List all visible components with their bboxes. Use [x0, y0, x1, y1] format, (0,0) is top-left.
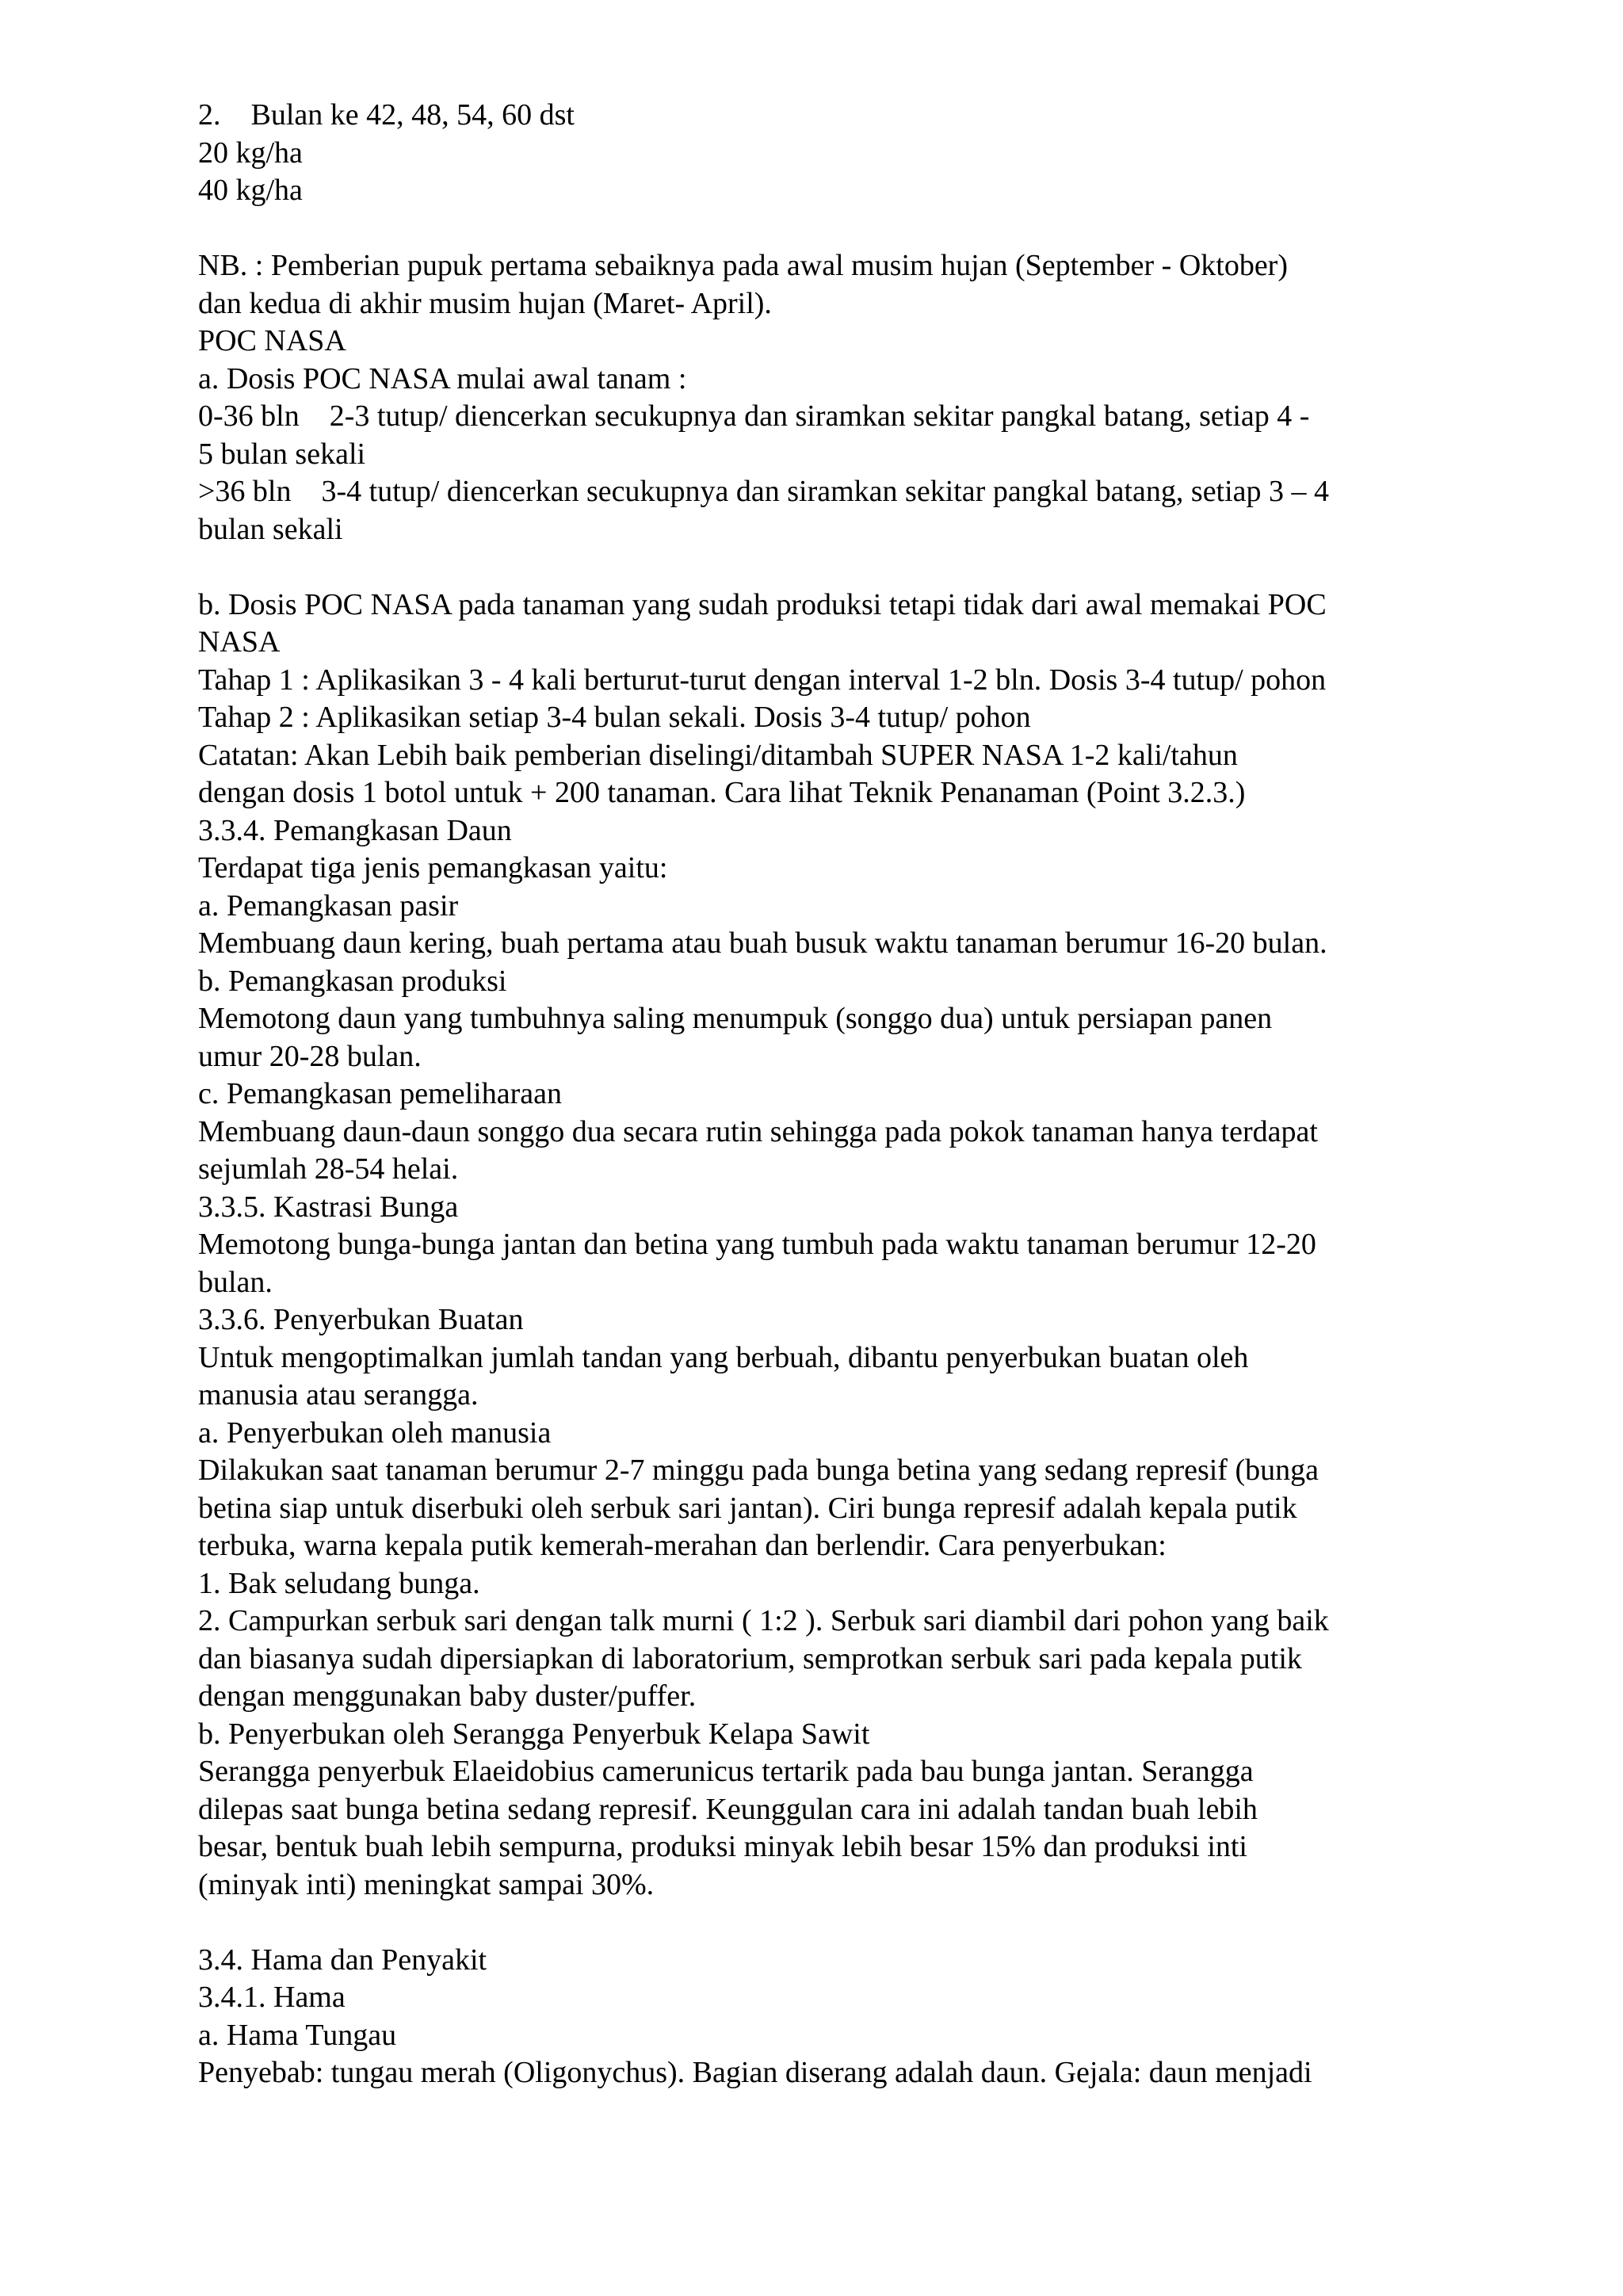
text-line: b. Penyerbukan oleh Serangga Penyerbuk Kelapa Sawit [198, 1717, 870, 1751]
text-line: bulan. [198, 1265, 273, 1299]
text-line: Catatan: Akan Lebih baik pemberian diselingi/ditambah SUPER NASA 1-2 kali/tahun [198, 738, 1238, 772]
text-line: umur 20-28 bulan. [198, 1039, 422, 1073]
text-line: 2. Campurkan serbuk sari dengan talk murni ( 1:2 ). Serbuk sari diambil dari pohon yang baik [198, 1604, 1329, 1637]
text-line: Memotong daun yang tumbuhnya saling menumpuk (songgo dua) untuk persiapan panen [198, 1002, 1273, 1035]
text-line: a. Dosis POC NASA mulai awal tanam : [198, 361, 687, 395]
text-line: 1. Bak seludang bunga. [198, 1566, 480, 1600]
text-line: NB. : Pemberian pupuk pertama sebaiknya pada awal musim hujan (September - Oktober) [198, 249, 1288, 282]
text-line: 3.3.4. Pemangkasan Daun [198, 813, 512, 847]
blank-line [198, 548, 1466, 586]
text-line: (minyak inti) meningkat sampai 30%. [198, 1867, 655, 1901]
text-line: 40 kg/ha [198, 174, 303, 207]
text-line: Dilakukan saat tanaman berumur 2-7 minggu pada bunga betina yang sedang represif (bunga [198, 1454, 1319, 1487]
text-line: b. Pemangkasan produksi [198, 964, 507, 998]
text-line: 20 kg/ha [198, 136, 303, 170]
text-line: 2. Bulan ke 42, 48, 54, 60 dst [198, 98, 575, 132]
text-line: dan biasanya sudah dipersiapkan di laboratorium, semprotkan serbuk sari pada kepala putik [198, 1641, 1302, 1675]
text-line: bulan sekali [198, 512, 343, 546]
text-line: Untuk mengoptimalkan jumlah tandan yang berbuah, dibantu penyerbukan buatan oleh [198, 1340, 1249, 1374]
text-line: Serangga penyerbuk Elaeidobius camerunicus tertarik pada bau bunga jantan. Serangga [198, 1755, 1254, 1788]
text-line: a. Pemangkasan pasir [198, 888, 459, 923]
text-line: Penyebab: tungau merah (Oligonychus). Bagian diserang adalah daun. Gejala: daun menjadi [198, 2056, 1312, 2089]
text-line: betina siap untuk diserbuki oleh serbuk sari jantan). Ciri bunga represif adalah kepala putik [198, 1491, 1297, 1525]
text-line: c. Pemangkasan pemeliharaan [198, 1077, 562, 1110]
text-line: 3.3.6. Penyerbukan Buatan [198, 1303, 524, 1336]
text-line: NASA [198, 625, 281, 659]
text-line: dilepas saat bunga betina sedang represif. Keunggulan cara ini adalah tandan buah lebih [198, 1792, 1258, 1826]
text-line: 3.4.1. Hama [198, 1981, 346, 2014]
blank-line [198, 210, 1466, 248]
text-line: a. Penyerbukan oleh manusia [198, 1415, 552, 1450]
text-line: 3.4. Hama dan Penyakit [198, 1943, 487, 1977]
text-line: >36 bln 3-4 tutup/ diencerkan secukupnya dan siramkan sekitar pangkal batang, setiap 3 – 4 [198, 475, 1330, 508]
text-line: dengan menggunakan baby duster/puffer. [198, 1679, 697, 1713]
text-line: b. Dosis POC NASA pada tanaman yang sudah produksi tetapi tidak dari awal memakai POC [198, 587, 1327, 621]
text-line: terbuka, warna kepala putik kemerah-merahan dan berlendir. Cara penyerbukan: [198, 1529, 1167, 1562]
text-line: sejumlah 28-54 helai. [198, 1152, 459, 1186]
text-line: manusia atau serangga. [198, 1378, 479, 1412]
text-line: Terdapat tiga jenis pemangkasan yaitu: [198, 851, 668, 884]
text-line: 0-36 bln 2-3 tutup/ diencerkan secukupnya dan siramkan sekitar pangkal batang, setiap 4 - [198, 399, 1310, 433]
text-line: besar, bentuk buah lebih sempurna, produksi minyak lebih besar 15% dan produksi inti [198, 1830, 1247, 1863]
text-line: Membuang daun kering, buah pertama atau buah busuk waktu tanaman berumur 16-20 bulan. [198, 926, 1327, 960]
text-line: 3.3.5. Kastrasi Bunga [198, 1190, 459, 1224]
text-line: Tahap 2 : Aplikasikan setiap 3-4 bulan sekali. Dosis 3-4 tutup/ pohon [198, 701, 1031, 734]
text-line: 5 bulan sekali [198, 437, 366, 471]
text-line: dengan dosis 1 botol untuk + 200 tanaman. Cara lihat Teknik Penanaman (Point 3.2.3.) [198, 776, 1246, 809]
document-body [198, 97, 1466, 2092]
text-line: a. Hama Tungau [198, 2018, 397, 2052]
text-line: dan kedua di akhir musim hujan (Maret- April). [198, 286, 772, 320]
text-line: Membuang daun-daun songgo dua secara rutin sehingga pada pokok tanaman hanya terdapat [198, 1114, 1318, 1148]
text-line: POC NASA [198, 324, 346, 357]
blank-line [198, 1904, 1466, 1942]
text-line: Memotong bunga-bunga jantan dan betina yang tumbuh pada waktu tanaman berumur 12-20 [198, 1228, 1316, 1261]
text-line: Tahap 1 : Aplikasikan 3 - 4 kali berturut-turut dengan interval 1-2 bln. Dosis 3-4 tutup/ pohon [198, 663, 1327, 697]
